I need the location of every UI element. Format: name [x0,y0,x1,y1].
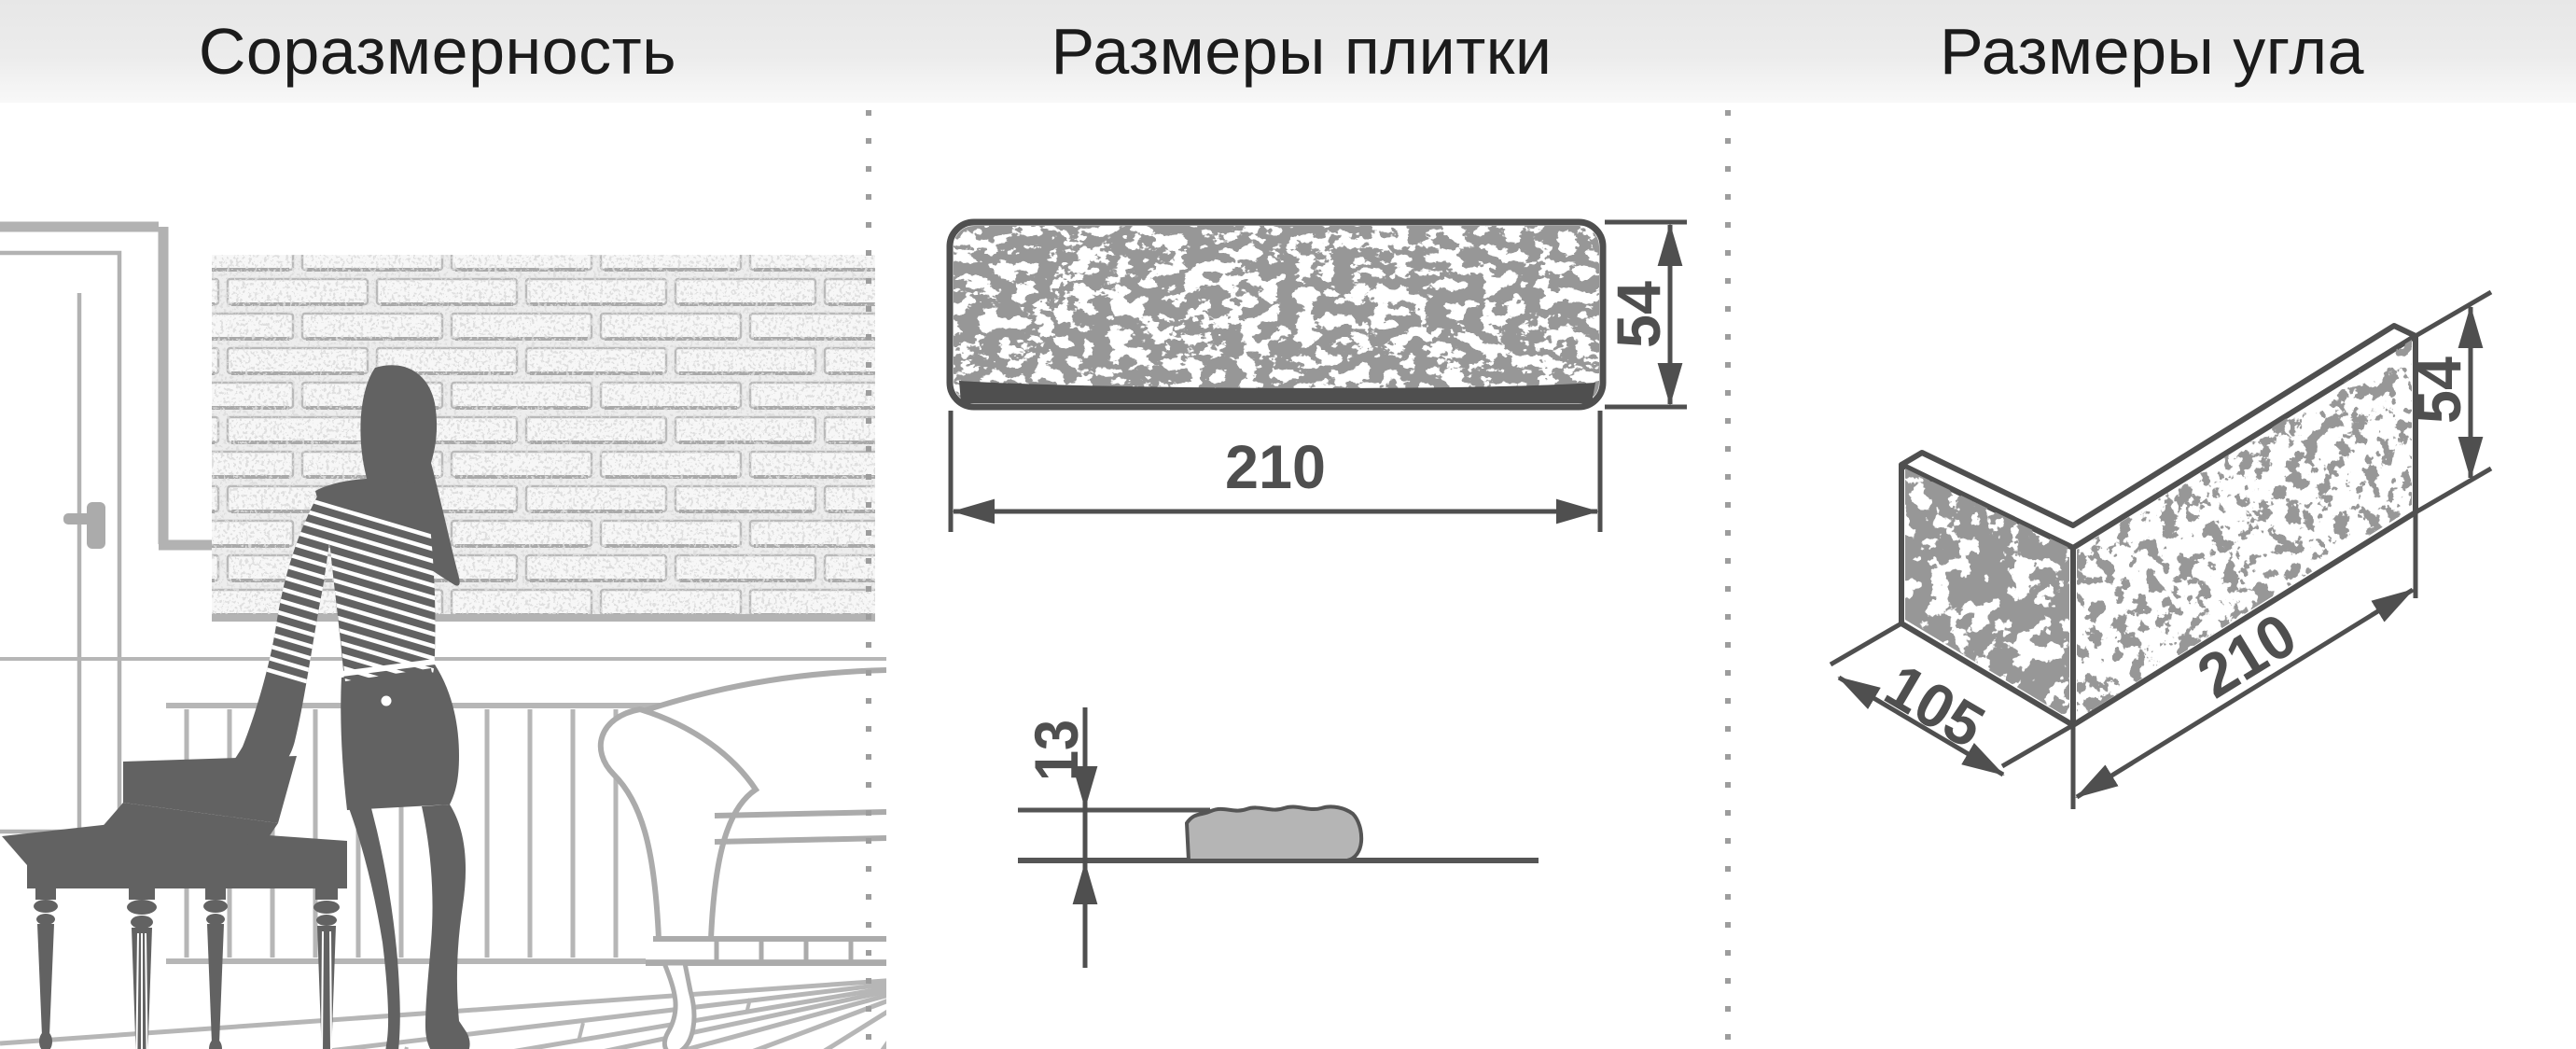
title-text-corner-sizes: Размеры угла [1939,15,2365,88]
door-handle-icon [63,502,105,549]
corner-dimensions-panel [1743,103,2576,1049]
table-leg [34,888,58,1049]
table-leg [203,888,228,1049]
corner-depth-label: 105 [1873,650,1998,762]
section-title-proportionality [0,0,875,103]
tile-cross-section [1018,707,1539,968]
jeans-button [382,696,392,706]
woman-jeans-hips [341,664,459,810]
proportionality-panel [0,103,886,1049]
door [0,227,212,832]
panel-separator-left [866,110,871,1049]
section-title-tile-sizes [875,0,1728,103]
header-bar [0,0,2576,103]
room-illustration [0,103,886,1049]
corner-drawing [1743,103,2576,1049]
tile-dimensions-panel [886,103,1743,1049]
cross-section-profile [1187,806,1361,860]
tile-height-label: 54 [1604,279,1673,348]
section-title-corner-sizes [1728,0,2576,103]
table-leg [127,888,157,1049]
tile-drawing [886,103,1743,1049]
tile-width-label: 210 [1225,432,1326,501]
panel-separator-right [1725,110,1731,1049]
tile-thickness-label: 13 [1022,712,1091,781]
laptop [99,756,297,846]
tile-face [950,222,1603,407]
corner-length-label: 210 [2185,598,2310,711]
corner-height-label: 54 [2404,355,2473,424]
title-text-tile-sizes: Размеры плитки [1051,15,1553,88]
table [2,824,347,1049]
sofa-leg [664,963,694,1049]
title-text-proportionality: Соразмерность [198,15,677,88]
